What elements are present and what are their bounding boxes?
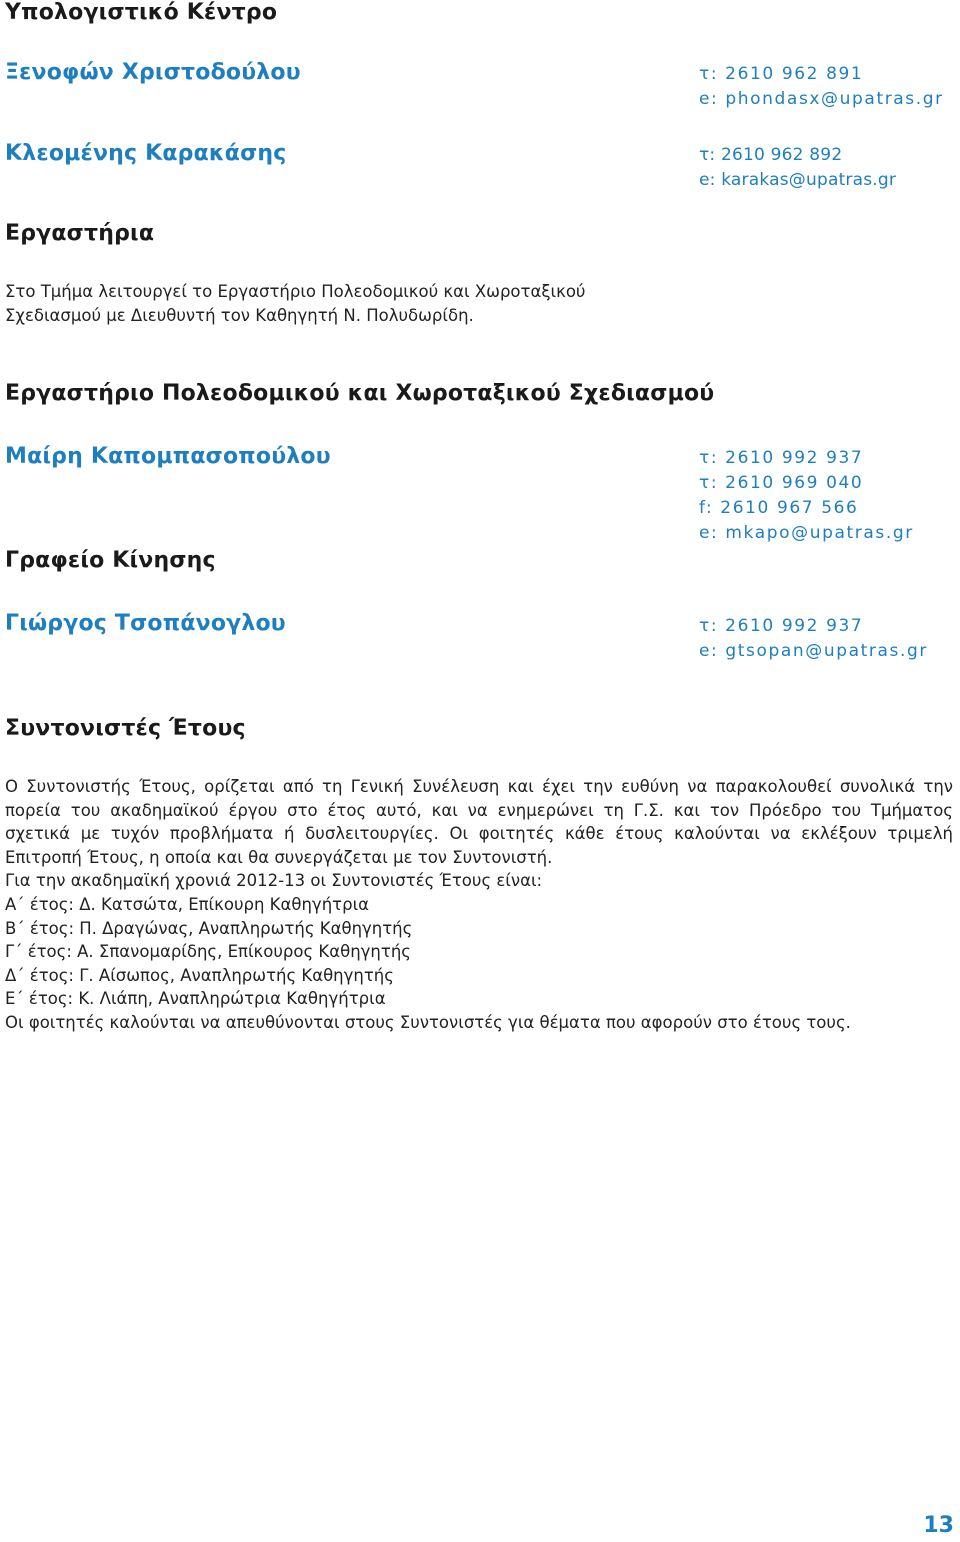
section-heading-planning-lab: Εργαστήριο Πολεοδομικού και Χωροταξικού Σχεδιασμού	[5, 381, 715, 406]
person-name: Μαίρη Καπομπασοπούλου	[5, 444, 331, 469]
text-line: Οι φοιτητές καλούνται να απευθύνονται στους Συντονιστές για θέματα που αφορούν στο έτους τους.	[5, 1012, 851, 1032]
text-line: Σχεδιασμού με Διευθυντή τον Καθηγητή Ν. Πολυδωρίδη.	[5, 305, 474, 325]
person-name: Γιώργος Τσοπάνογλου	[5, 611, 286, 636]
phone-text: τ: 2610 962 891	[699, 64, 864, 84]
contact-block	[699, 62, 944, 112]
email-link[interactable]: e: mkapo@upatras.gr	[699, 523, 914, 543]
contact-block	[699, 614, 928, 664]
person-name: Κλεομένης Καρακάσης	[5, 141, 287, 166]
labs-description	[5, 280, 585, 327]
phone-text: τ: 2610 962 892	[699, 145, 843, 165]
contact-block	[699, 446, 914, 546]
phone-text: τ: 2610 992 937	[699, 616, 864, 636]
text-line: Στο Τμήμα λειτουργεί το Εργαστήριο Πολεοδομικού και Χωροταξικού	[5, 282, 586, 301]
contact-block	[699, 143, 896, 193]
phone-text: τ: 2610 969 040	[699, 473, 864, 493]
section-heading-labs: Εργαστήρια	[5, 221, 155, 246]
email-link[interactable]: e: phondasx@upatras.gr	[699, 89, 944, 109]
year-coordinator-item: Ε΄ έτος: Κ. Λιάπη, Αναπληρώτρια Καθηγήτρια	[5, 989, 386, 1009]
text-line: Για την ακαδημαϊκή χρονιά 2012-13 οι Συντονιστές Έτους είναι:	[5, 871, 543, 891]
fax-text: f: 2610 967 566	[699, 498, 859, 518]
section-heading-computing-center: Υπολογιστικό Κέντρο	[5, 0, 278, 25]
year-coordinator-item: Δ΄ έτος: Γ. Αίσωπος, Αναπληρωτής Καθηγητής	[5, 965, 394, 985]
email-link[interactable]: e: karakas@upatras.gr	[699, 170, 897, 190]
section-heading-coordinators: Συντονιστές Έτους	[5, 716, 246, 741]
page-number: 13	[923, 1513, 954, 1538]
text-line: Ο Συντονιστής Έτους, ορίζεται από τη Γενική Συνέλευση και έχει την ευθύνη να παρακολουθεί συνολικά την	[5, 777, 953, 796]
text-line: Επιτροπή Έτους, η οποία και θα συνεργάζεται με τον Συντονιστή.	[5, 847, 553, 867]
email-link[interactable]: e: gtsopan@upatras.gr	[699, 641, 928, 661]
text-line: σχετικά με τυχόν προβλήματα ή δυσλειτουργίες. Οι φοιτητές κάθε έτους καλούνται να εκλέξουν τριμελή	[5, 824, 953, 844]
coordinators-text	[5, 775, 953, 1035]
person-name: Ξενοφών Χριστοδούλου	[5, 60, 301, 85]
phone-text: τ: 2610 992 937	[699, 448, 864, 468]
year-coordinator-item: Γ΄ έτος: Α. Σπανομαρίδης, Επίκουρος Καθηγητής	[5, 942, 411, 962]
year-coordinator-item: Β΄ έτος: Π. Δραγώνας, Αναπληρωτής Καθηγητής	[5, 918, 413, 938]
section-heading-mobility-office: Γραφείο Κίνησης	[5, 548, 216, 573]
year-coordinator-item: Α΄ έτος: Δ. Κατσώτα, Επίκουρη Καθηγήτρια	[5, 894, 370, 914]
text-line: πορεία του ακαδημαϊκού έργου στο έτος αυτό, και να ενημερώνει τη Γ.Σ. και τον Πρόεδρο του Τμήματος	[5, 800, 953, 820]
